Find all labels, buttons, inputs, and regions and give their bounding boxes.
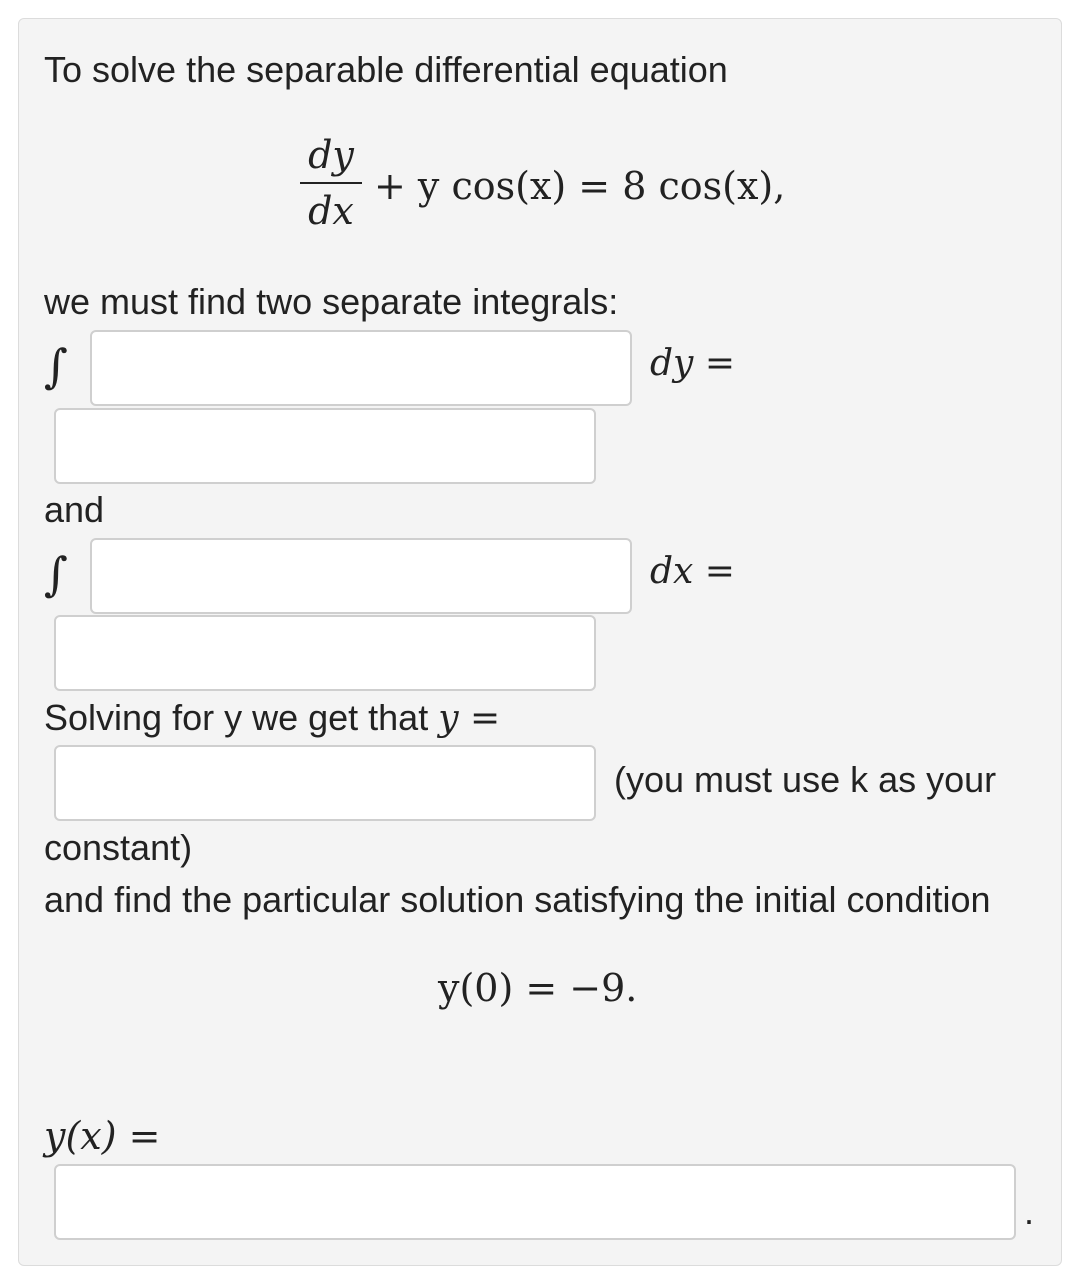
constant-note-line2: constant) — [44, 827, 193, 868]
integrand-x-field[interactable] — [90, 538, 632, 614]
integral-y-result-input[interactable] — [56, 410, 594, 482]
final-y-label: y(x) = — [44, 1114, 161, 1158]
integral-x-result-field[interactable] — [54, 615, 596, 691]
derivative-fraction — [300, 132, 362, 234]
integral-symbol-2: ∫ — [44, 547, 68, 601]
integrand-y-input[interactable] — [92, 332, 630, 404]
initial-condition: y(0) = −9. — [438, 966, 638, 1010]
integral-x-result-input[interactable] — [56, 617, 594, 689]
solving-prompt-text: Solving for y we get that — [44, 697, 429, 738]
dx-equals-label: dx = — [650, 551, 735, 592]
particular-solution-input[interactable] — [56, 1166, 1014, 1238]
final-period: . — [1024, 1191, 1035, 1232]
and-label: and — [44, 489, 105, 530]
particular-prompt: and find the particular solution satisfying the initial condition — [44, 879, 991, 920]
fraction-numerator: dy — [308, 133, 354, 177]
fraction-denominator: dx — [308, 189, 354, 233]
particular-solution-field[interactable] — [54, 1164, 1016, 1240]
intro-text: To solve the separable differential equation — [44, 49, 728, 90]
integrals-prompt: we must find two separate integrals: — [44, 281, 619, 322]
constant-note-line1: (you must use k as your — [614, 759, 997, 800]
fraction-bar — [300, 182, 362, 184]
general-solution-input[interactable] — [56, 747, 594, 819]
integral-y-result-field[interactable] — [54, 408, 596, 484]
integrand-x-input[interactable] — [92, 540, 630, 612]
equation-rest: + y cos(x) = 8 cos(x), — [374, 164, 786, 208]
integrand-y-field[interactable] — [90, 330, 632, 406]
solving-y-equals: y = — [438, 698, 501, 739]
solving-prompt — [44, 696, 500, 741]
dy-equals-label: dy = — [650, 343, 735, 384]
general-solution-field[interactable] — [54, 745, 596, 821]
integral-symbol-1: ∫ — [44, 339, 68, 393]
